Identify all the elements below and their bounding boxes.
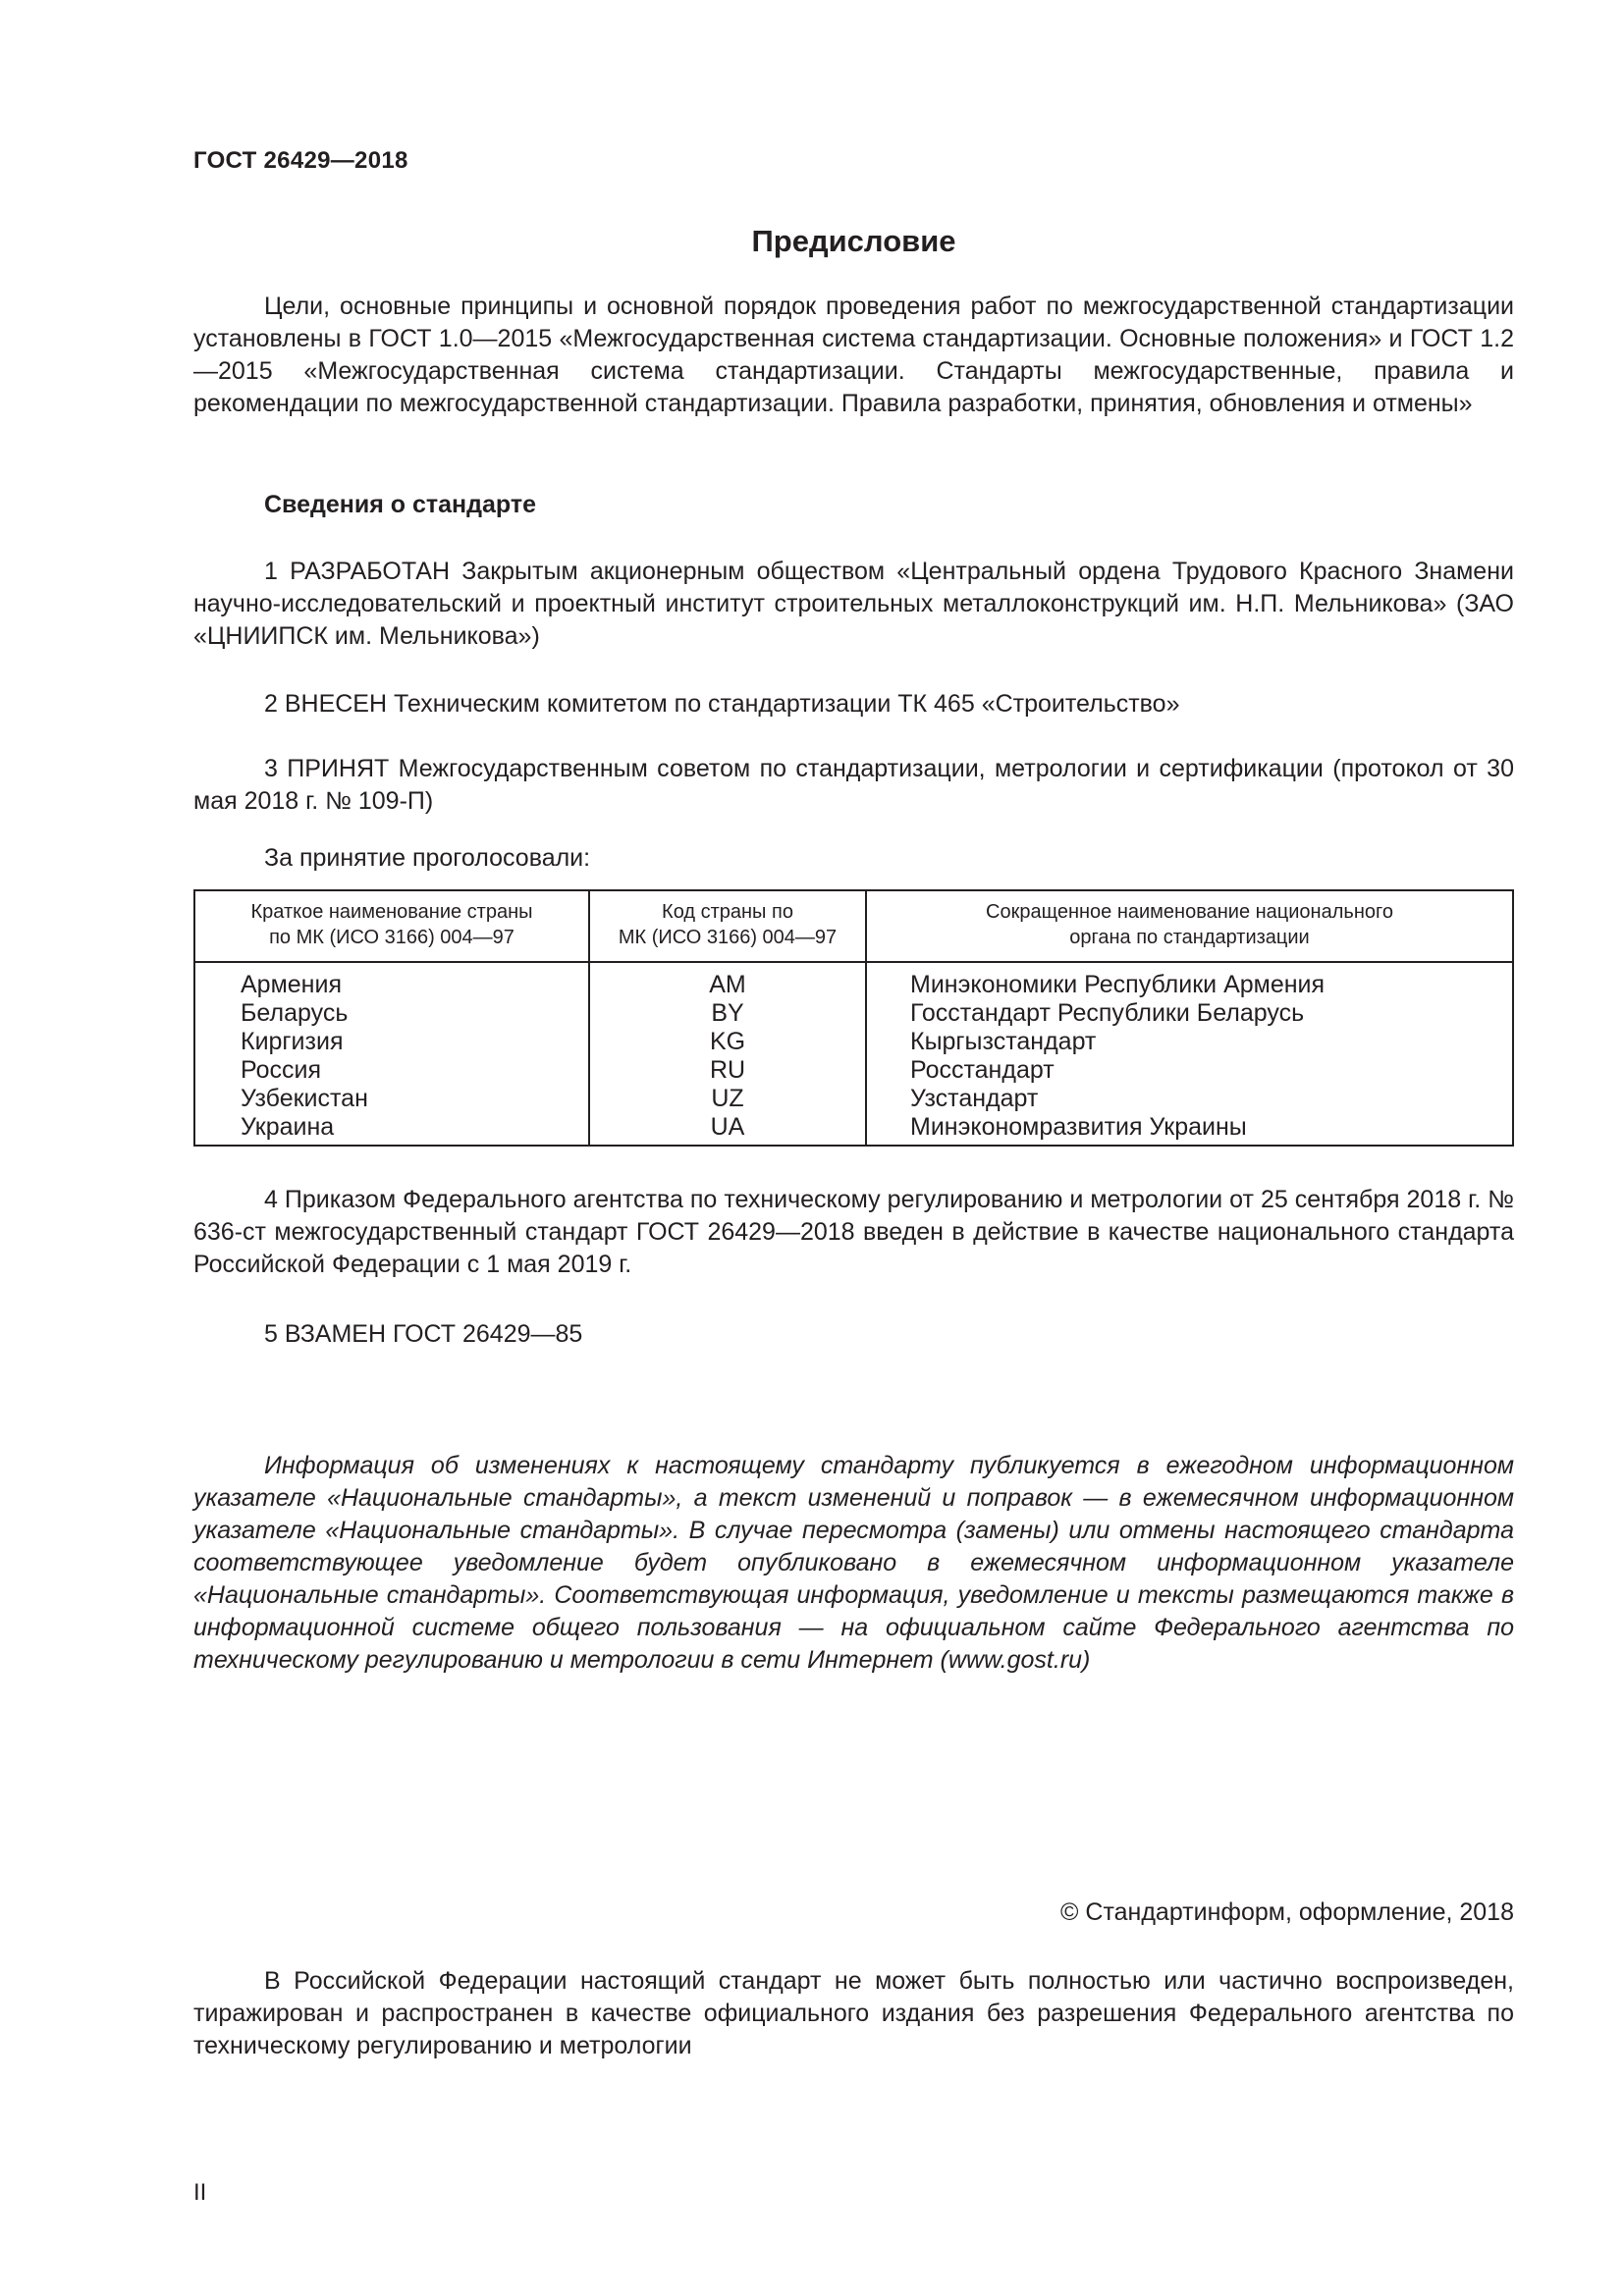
item-submitted: 2 ВНЕСЕН Техническим комитетом по стандартизации ТК 465 «Строительство» — [264, 690, 1180, 718]
table-cell-country: Киргизия — [194, 1028, 589, 1056]
page-title: Предисловие — [751, 224, 956, 258]
table-separator — [194, 962, 1513, 971]
item-adopted: 3 ПРИНЯТ Межгосударственным советом по стандартизации, метрологии и сертификации (протокол от 30 мая 2018 г. № 109-П) — [193, 755, 1514, 815]
voted-label: За принятие проголосовали: — [264, 844, 591, 872]
item-replaces: 5 ВЗАМЕН ГОСТ 26429—85 — [264, 1320, 583, 1348]
table-cell-country: Россия — [194, 1056, 589, 1085]
table-row — [194, 971, 1513, 999]
table-cell-body: Госстандарт Республики Беларусь — [866, 999, 1513, 1028]
table-cell-body: Минэкономики Республики Армения — [866, 971, 1513, 999]
table-cell-body: Кыргызстандарт — [866, 1028, 1513, 1056]
table-header-body: Сокращенное наименование национального органа по стандартизации — [866, 890, 1513, 962]
standard-info-heading: Сведения о стандарте — [264, 491, 537, 518]
table-cell-body: Узстандарт — [866, 1085, 1513, 1113]
table-cell-country: Украина — [194, 1113, 589, 1146]
table-header-code: Код страны по МК (ИСО 3166) 004—97 — [589, 890, 866, 962]
changes-info-notice: Информация об изменениях к настоящему стандарту публикуется в ежегодном информационном указателе «Национальные стандарты», а текст изменений и поправок — в ежемесячном информационном указателе «Национальные стандарты». В случае пересмотра (замены) или отмены настоящего стандарта соответствующее уведомление будет опубликовано в ежемесячном информационном указателе «Национальные стандарты». Соответствующая информация, уведомление и тексты размещаются также в информационной системе общего пользования — на официальном сайте Федерального агентства по техническому регулированию и метрологии в сети Интернет (www.gost.ru) — [193, 1452, 1514, 1674]
table-cell-body: Минэкономразвития Украины — [866, 1113, 1513, 1146]
table-row — [194, 1028, 1513, 1056]
table-cell-code: UZ — [589, 1085, 866, 1113]
table-cell-country: Узбекистан — [194, 1085, 589, 1113]
table-cell-code: UA — [589, 1113, 866, 1146]
voting-countries-table — [193, 889, 1514, 1147]
table-row — [194, 1113, 1513, 1146]
document-code: ГОСТ 26429—2018 — [193, 147, 408, 174]
item-developed: 1 РАЗРАБОТАН Закрытым акционерным обществом «Центральный ордена Трудового Красного Знамени научно-исследовательский и проектный институт строительных металлоконструкций им. Н.П. Мельникова» (ЗАО «ЦНИИПСК им. Мельникова») — [193, 558, 1514, 650]
copyright-line: © Стандартинформ, оформление, 2018 — [1060, 1898, 1514, 1926]
item-enacted: 4 Приказом Федерального агентства по техническому регулированию и метрологии от 25 сентября 2018 г. № 636-ст межгосударственный стандарт ГОСТ 26429—2018 введен в действие в качестве национального стандарта Российской Федерации с 1 мая 2019 г. — [193, 1186, 1514, 1278]
table-cell-code: AM — [589, 971, 866, 999]
table-cell-body: Росстандарт — [866, 1056, 1513, 1085]
table-cell-code: BY — [589, 999, 866, 1028]
rights-notice: В Российской Федерации настоящий стандарт не может быть полностью или частично воспроизведен, тиражирован и распространен в качестве официального издания без разрешения Федерального агентства по техническому регулированию и метрологии — [193, 1967, 1514, 2059]
table-cell-country: Беларусь — [194, 999, 589, 1028]
preface-paragraph: Цели, основные принципы и основной порядок проведения работ по межгосударственной стандартизации установлены в ГОСТ 1.0—2015 «Межгосударственная система стандартизации. Основные положения» и ГОСТ 1.2—2015 «Межгосударственная система стандартизации. Стандарты межгосударственные, правила и рекомендации по межгосударственной стандартизации. Правила разработки, принятия, обновления и отмены» — [193, 293, 1514, 417]
table-cell-code: KG — [589, 1028, 866, 1056]
table-cell-country: Армения — [194, 971, 589, 999]
table-cell-code: RU — [589, 1056, 866, 1085]
table-row — [194, 999, 1513, 1028]
page-number: II — [193, 2179, 207, 2206]
table-row — [194, 1056, 1513, 1085]
table-row — [194, 1085, 1513, 1113]
table-header-country: Краткое наименование страны по МК (ИСО 3166) 004—97 — [194, 890, 589, 962]
